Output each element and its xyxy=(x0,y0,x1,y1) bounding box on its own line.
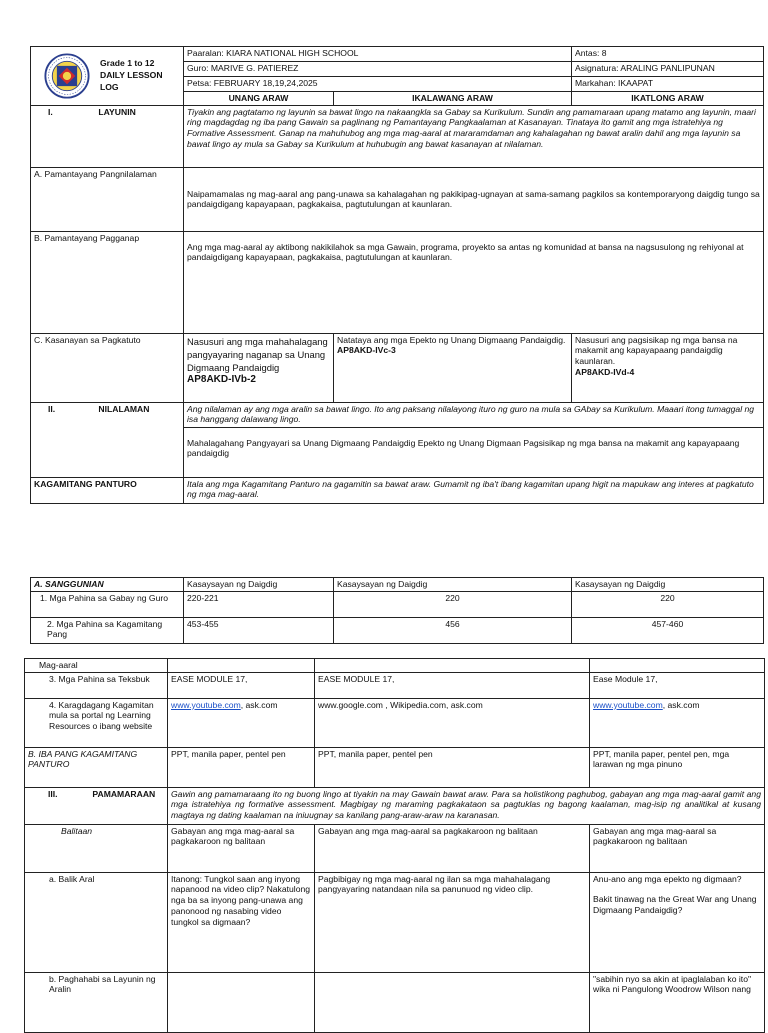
sanggunian-col2: Kasaysayan ng Daigdig xyxy=(334,578,572,592)
nilalaman-text: Mahalagahang Pangyayari sa Unang Digmaang Pandaigdig Epekto ng Unang Digmaan Pagsisikap ng mga bansa na makamit ang kapayapaang pandaigdig xyxy=(184,427,764,477)
antas-cell: Antas: 8 xyxy=(572,47,764,62)
kagamitang-pang-day3: 457-460 xyxy=(572,617,764,643)
layunin-number: I. xyxy=(48,106,53,117)
pagganap-label: B. Pamantayang Pagganap xyxy=(31,231,184,333)
gabay-guro-day3: 220 xyxy=(572,591,764,617)
balik-aral-day3 xyxy=(590,872,765,972)
continuation-table xyxy=(24,658,765,1033)
kasanayan-day2-text: Natataya ang mga Epekto ng Unang Digmaang Pandaigdig. xyxy=(337,334,566,345)
pamamaraan-title: PAMAMARAAN xyxy=(92,788,156,799)
gabay-guro-label: 1. Mga Pahina sa Gabay ng Guro xyxy=(31,591,184,617)
header-table xyxy=(30,46,764,504)
paghahabi-day3: "sabihin nyo sa akin at ipaglalaban ko ito" wika ni Pangulong Woodrow Wilson nang xyxy=(590,972,765,1032)
pamamaraan-label xyxy=(25,787,168,824)
iba-pang-day3: PPT, manila paper, pentel pen, mga larawan ng mga pinuno xyxy=(590,747,765,787)
day1-header: UNANG ARAW xyxy=(184,92,334,106)
kasanayan-day1-code: AP8AKD-IVb-2 xyxy=(187,374,256,386)
balik-aral-label: a. Balik Aral xyxy=(25,872,168,972)
header-logo-cell xyxy=(31,47,184,106)
kasanayan-day1-text: Nasusuri ang mga mahahalagang pangyayaring naganap sa Unang Digmaang Pandaigdig xyxy=(187,335,328,374)
markahan-cell: Markahan: IKAAPAT xyxy=(572,77,764,92)
sanggunian-col1: Kasaysayan ng Daigdig xyxy=(184,578,334,592)
kasanayan-day3-code: AP8AKD-IVd-4 xyxy=(575,366,635,377)
youtube-link[interactable]: www.youtube.com xyxy=(171,699,241,710)
kasanayan-day2-code: AP8AKD-IVc-3 xyxy=(337,345,396,356)
paghahabi-day1 xyxy=(168,972,315,1032)
nilalaman-title: NILALAMAN xyxy=(98,403,150,414)
pangnilalaman-label: A. Pamantayang Pangnilalaman xyxy=(31,167,184,231)
gabay-guro-day2: 220 xyxy=(334,591,572,617)
paaralan-cell: Paaralan: KIARA NATIONAL HIGH SCHOOL xyxy=(184,47,572,62)
guro-cell: Guro: MARIVE G. PATIEREZ xyxy=(184,62,572,77)
karagdagang-day3-rest: , ask.com xyxy=(662,699,700,710)
layunin-text: Tiyakin ang pagtatamo ng layunin sa bawat lingo na nakaangkla sa Gabay sa Kurikulum. Sundin ang pamamaraan upang matamo ang layunin, maari ring magdagdag ng iba pang Gawain sa paglinang ng Pamantayang Pangkaalaman at Kasanayan. Tinataya ito gamit ang mga istratehiya ng Formative Assessment. Ganap na mahuhubog ang mga mag-aaral at mararamdaman ang kahalagahan ng bawat aralin dahil ang mga layunin sa bawat lingo ay mula sa Gabay sa Kurikulum at huhubugin ang bawat kasanayan at nilalaman. xyxy=(184,105,764,167)
youtube-link[interactable]: www.youtube.com xyxy=(593,699,663,710)
teksbuk-day2: EASE MODULE 17, xyxy=(315,672,590,698)
kasanayan-label: C. Kasanayan sa Pagkatuto xyxy=(31,333,184,402)
nilalaman-number: II. xyxy=(48,403,56,414)
kasanayan-day3 xyxy=(572,333,764,402)
layunin-title: LAYUNIN xyxy=(98,106,136,117)
kasanayan-day1 xyxy=(184,333,334,402)
balik-aral-day2: Pagbibigay ng mga mag-aaral ng ilan sa mga mahahalagang pangyayaring natandaan nila sa panunuod ng video clip. xyxy=(315,872,590,972)
balitaan-day2: Gabayan ang mga mag-aaral sa pagkakaroon ng balitaan xyxy=(315,824,590,872)
paghahabi-day2 xyxy=(315,972,590,1032)
teksbuk-day1: EASE MODULE 17, xyxy=(168,672,315,698)
teksbuk-day3: Ease Module 17, xyxy=(590,672,765,698)
day3-header: IKATLONG ARAW xyxy=(572,92,764,106)
empty-cell xyxy=(168,659,315,673)
teksbuk-label: 3. Mga Pahina sa Teksbuk xyxy=(25,672,168,698)
karagdagang-day3 xyxy=(590,698,765,747)
sanggunian-col3: Kasaysayan ng Daigdig xyxy=(572,578,764,592)
petsa-cell: Petsa: FEBRUARY 18,19,24,2025 xyxy=(184,77,572,92)
kagamitang-pang-day2: 456 xyxy=(334,617,572,643)
pamamaraan-text: Gawin ang pamamaraang ito ng buong lingo at tiyakin na may Gawain bawat araw. Para sa holistikong paghubog, gabayan ang mga mag-aaral gamit ang mga istratehiya ng formative assessment. Magbigay ng maraming pagkakataon sa pagtuklas ng bagong kaalaman, mag-isip ng analitikal at kusang magtaya ng dating kaalaman na iniuugnay sa kanilang pang-araw-araw na karanasan. xyxy=(168,787,765,824)
paghahabi-label: b. Paghahabi sa Layunin ng Aralin xyxy=(25,972,168,1032)
karagdagang-day1 xyxy=(168,698,315,747)
balik-aral-day1: Itanong: Tungkol saan ang inyong napanood na video clip? Nakatulong nga ba sa inyong pang-unawa ang panonood ng nasabing video tungkol sa digmaan? xyxy=(168,872,315,972)
day2-header: IKALAWANG ARAW xyxy=(334,92,572,106)
kagamitan-text: Itala ang mga Kagamitang Panturo na gagamitin sa bawat araw. Gumamit ng iba't ibang kagamitan upang higit na mapukaw ang interes at pagkatuto ng mga mag-aaral. xyxy=(184,477,764,503)
balitaan-day3: Gabayan ang mga mag-aaral sa pagkakaroon ng balitaan xyxy=(590,824,765,872)
mag-aaral-label: Mag-aaral xyxy=(25,659,168,673)
balik-aral-day3-q1: Anu-ano ang mga epekto ng digmaan? xyxy=(593,873,742,884)
header-title xyxy=(100,58,164,93)
pangnilalaman-text: Naipamamalas ng mag-aaral ang pang-unawa sa kahalagahan ng pakikipag-ugnayan at sama-samang pagkilos sa kontemporaryong daigdig tungo sa pandaigdigang kapayapaan, pagkakaisa, pagtutulungan at kaunlaran. xyxy=(184,167,764,231)
kagamitan-label: KAGAMITANG PANTURO xyxy=(31,477,184,503)
log-line: DAILY LESSON LOG xyxy=(100,70,163,92)
asignatura-cell: Asignatura: ARALING PANLIPUNAN xyxy=(572,62,764,77)
karagdagang-label xyxy=(25,698,168,747)
deped-seal-icon xyxy=(44,53,90,99)
iba-pang-day1: PPT, manila paper, pentel pen xyxy=(168,747,315,787)
iba-pang-label: B. IBA PANG KAGAMITANG PANTURO xyxy=(25,747,168,787)
karagdagang-day2: www.google.com , Wikipedia.com, ask.com xyxy=(315,698,590,747)
kagamitang-pang-day1: 453-455 xyxy=(184,617,334,643)
karagdagang-label-text: 4. Karagdagang Kagamitan mula sa portal ng Learning Resources o ibang website xyxy=(49,699,154,732)
empty-cell xyxy=(315,659,590,673)
karagdagang-day1-rest: , ask.com xyxy=(240,699,278,710)
balitaan-label: Balitaan xyxy=(25,824,168,872)
sanggunian-label: A. SANGGUNIAN xyxy=(31,578,184,592)
balik-aral-day3-q2: Bakit tinawag na the Great War ang Unang Digmaang Pandaigdig? xyxy=(593,894,757,916)
grade-line: Grade 1 to 12 xyxy=(100,58,155,69)
balitaan-day1: Gabayan ang mga mag-aaral sa pagkakaroon ng balitaan xyxy=(168,824,315,872)
kagamitang-pang-label: 2. Mga Pahina sa Kagamitang Pang xyxy=(31,617,184,643)
sanggunian-table xyxy=(30,577,764,644)
pamamaraan-number: III. xyxy=(48,788,58,799)
nilalaman-label xyxy=(31,402,184,477)
kasanayan-day3-text: Nasusuri ang pagsisikap ng mga bansa na makamit ang kapayapaang pandaigdig kaunlaran. xyxy=(575,334,738,367)
kasanayan-day2 xyxy=(334,333,572,402)
empty-cell xyxy=(590,659,765,673)
layunin-label xyxy=(31,105,184,167)
gabay-guro-day1: 220-221 xyxy=(184,591,334,617)
nilalaman-note: Ang nilalaman ay ang mga aralin sa bawat lingo. Ito ang paksang nilalayong ituro ng guro na mula sa GAbay sa Kurikulum. Maaari itong tumaggal ng isa hanggang dalawang lingo. xyxy=(184,402,764,427)
pagganap-text: Ang mga mag-aaral ay aktibong nakikilahok sa mga Gawain, programa, proyekto sa antas ng komunidad at bansa na nagsusulong ng rehiyonal at pandaigdigang kapayapaan, pagkakaisa, pagtutulungan at kaunlaran. xyxy=(184,231,764,333)
iba-pang-day2: PPT, manila paper, pentel pen xyxy=(315,747,590,787)
